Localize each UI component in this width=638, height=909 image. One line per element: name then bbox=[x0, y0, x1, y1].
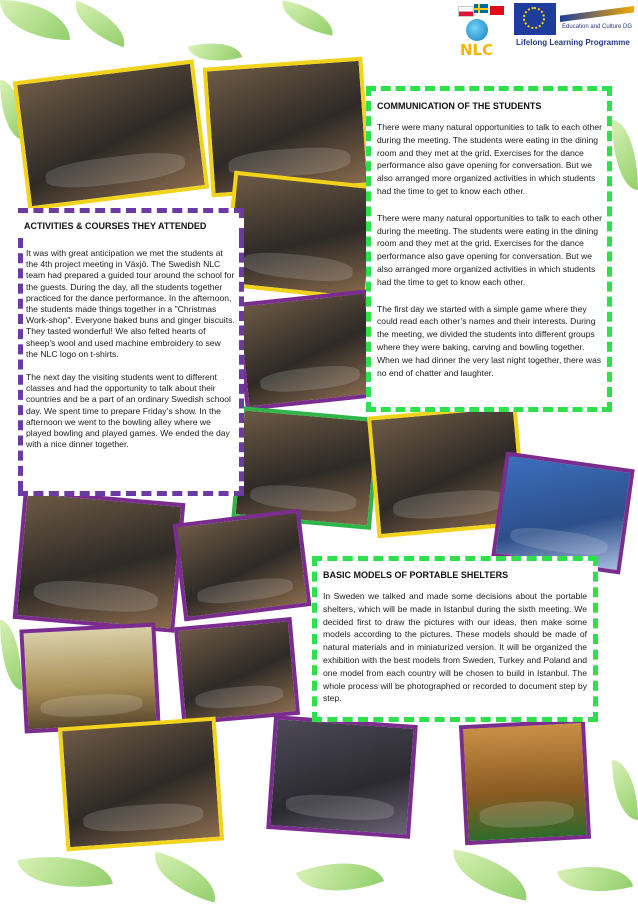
decorative-leaf bbox=[67, 1, 133, 48]
activities-title-bar bbox=[18, 208, 244, 238]
photo-shelter-model-1 bbox=[266, 715, 418, 839]
decorative-leaf bbox=[447, 849, 532, 900]
globe-icon bbox=[466, 19, 488, 41]
photo-group-portrait bbox=[58, 717, 224, 852]
communication-title: COMMUNICATION OF THE STUDENTS bbox=[377, 101, 542, 111]
communication-paragraph-1: There were many natural opportunities to talk to each other during the meeting. The students were eating in the dining room and they met at the grid. Exercises for the dance performance also gave opening for conversation. But we also arranged more organized activities in which students had the time to get to know each other. bbox=[377, 122, 602, 196]
programme-label: Lifelong Learning Programme bbox=[516, 38, 630, 47]
photo-shelter-model-2 bbox=[459, 719, 591, 845]
decorative-leaf bbox=[557, 854, 633, 905]
decorative-leaf bbox=[296, 845, 384, 908]
photo-group-table bbox=[222, 171, 379, 302]
photo-sketching bbox=[174, 617, 300, 725]
decorative-leaf bbox=[147, 852, 223, 903]
photo-felting bbox=[231, 406, 380, 530]
eu-dg-label: Education and Culture DG bbox=[562, 24, 633, 30]
turkey-flag bbox=[490, 6, 504, 15]
activities-title: ACTIVITIES & COURSES THEY ATTENDED bbox=[24, 221, 207, 231]
decorative-leaf bbox=[278, 0, 337, 35]
activities-paragraph-1: It was with great anticipation we met the students at the 4th project meeting in Växjö. The Swedish NLC team had prepared a guided tour around the school for the guests. During the day, all the students together practiced for the dance performance. In the afternoon, the students made things together in a "Christmas Work-shop". Everyone baked buns and ginger biscuits. They tasted wonderful! We also felted hearts of sheep’s wool and used machine embroidery to sew the NLC logo on t-shirts. bbox=[26, 248, 235, 359]
photo-presentation bbox=[173, 509, 312, 622]
communication-section bbox=[366, 86, 612, 412]
llp-logo-mark bbox=[560, 6, 634, 22]
photo-workshop bbox=[13, 59, 209, 210]
eu-flag-logo bbox=[514, 3, 556, 35]
nlc-logo bbox=[458, 17, 496, 63]
photo-baking bbox=[235, 289, 380, 410]
nlc-logo-text: NLC bbox=[460, 41, 494, 59]
photo-dinner bbox=[13, 489, 186, 633]
shelters-title: BASIC MODELS OF PORTABLE SHELTERS bbox=[323, 570, 509, 580]
shelters-paragraph: In Sweden we talked and made some decisions about the portable shelters, which will be made in Istanbul during the sixth meeting. We decided first to draw the pictures with our ideas, then make some models according to the pictures. These models should be made of natural materials and in miniaturized version. It will be organized the exhibition with the best models from Sweden, Turkey and Poland and one model from each country will be chosen to build in Istanbul. The whole process will be photographed or recorded to document step by step. bbox=[323, 591, 587, 704]
decorative-leaf bbox=[0, 0, 70, 40]
photo-bowling-alley bbox=[19, 623, 160, 734]
sweden-flag bbox=[474, 4, 488, 13]
decorative-leaf bbox=[612, 120, 638, 190]
shelters-section bbox=[312, 556, 598, 722]
poland-flag bbox=[458, 6, 474, 17]
activities-paragraph-2: The next day the visiting students went to different classes and had the opportunity to talk about their countries and be a part of an ordinary Swedish school day. We spent time to prepare Friday’s show. In the afternoon we went to the bowling alley where we played bowling and played games. We ended the day with a nice dinner together. bbox=[26, 372, 231, 450]
decorative-leaf bbox=[612, 760, 638, 820]
communication-paragraph-2: There were many natural opportunities to talk to each other during the meeting. The students were eating in the dining room and they met at the grid. Exercises for the dance performance also gave opening for conversation. But we also arranged more organized activities in which students had the time to get to know each other. bbox=[377, 212, 602, 287]
decorative-leaf bbox=[17, 844, 113, 899]
activities-section bbox=[18, 238, 244, 496]
communication-paragraph-3: The first day we started with a simple game where they could read each other’s names and their interests. During the meeting, we divided the students into different groups where they were baking, carving and bowling together. When we had dinner the very last night together, there was no end of chatter and laughter. bbox=[377, 303, 602, 378]
